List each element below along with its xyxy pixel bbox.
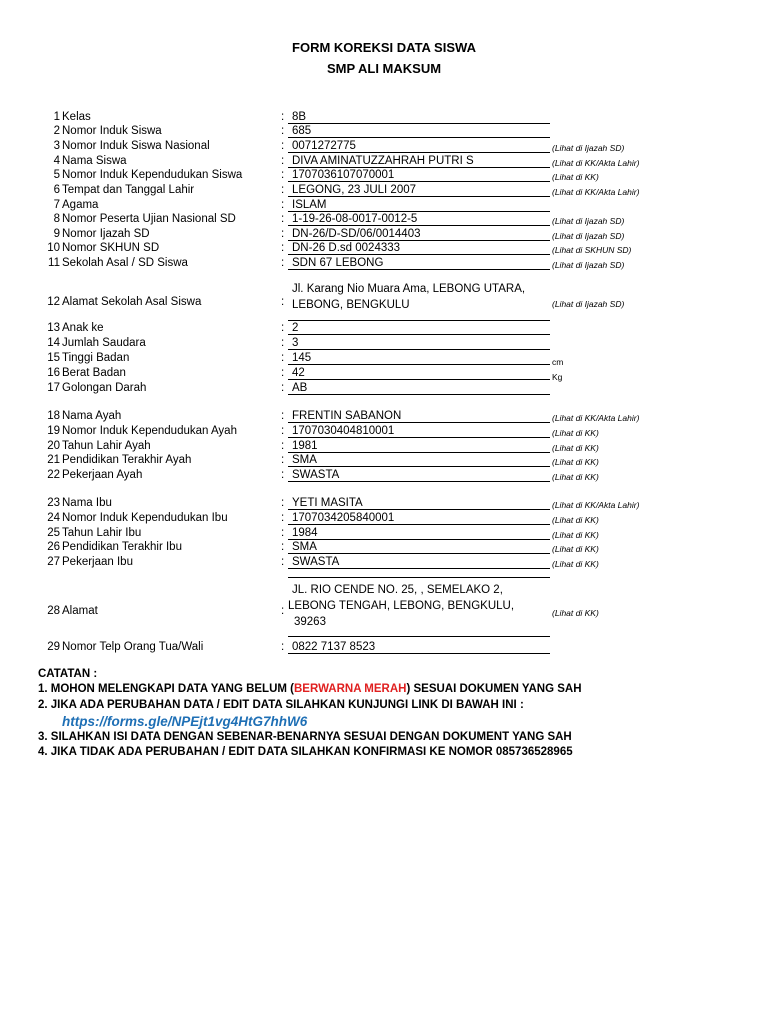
field-label: Nomor Induk Kependudukan Ayah [62, 425, 237, 437]
field-hint: (Lihat di KK) [552, 472, 599, 482]
field-hint: (Lihat di KK) [552, 515, 599, 525]
field-hint: (Lihat di Ijazah SD) [552, 260, 625, 270]
field-row-nomor-induk-siswa-nasional [0, 139, 768, 154]
field-number: 3 [53, 140, 60, 152]
field-label: Jumlah Saudara [62, 337, 146, 349]
field-value[interactable]: 42 [288, 366, 550, 380]
field-value-line: Jl. Karang Nio Muara Ama, LEBONG UTARA, [292, 283, 526, 295]
field-number: 16 [47, 367, 60, 379]
field-value-line: 39263 [294, 616, 326, 628]
field-number: 2 [53, 125, 60, 137]
field-hint: (Lihat di KK/Akta Lahir) [552, 187, 640, 197]
field-number: 21 [47, 454, 60, 466]
field-row-anak-ke [0, 321, 768, 336]
field-row-nama-ibu [0, 496, 768, 511]
field-colon: : [281, 352, 285, 364]
field-row-nama-ayah [0, 409, 768, 424]
field-label: Nomor Induk Siswa Nasional [62, 140, 210, 152]
field-colon: : [281, 425, 285, 437]
field-hint: (Lihat di KK) [552, 457, 599, 467]
field-number: 12 [47, 296, 60, 308]
field-number: 15 [47, 352, 60, 364]
field-value[interactable]: 145 [288, 351, 550, 365]
field-number: 8 [53, 213, 60, 225]
field-number: 25 [47, 527, 60, 539]
field-value[interactable]: SDN 67 LEBONG [288, 256, 550, 270]
field-number: 7 [53, 199, 60, 211]
field-underline [288, 577, 550, 578]
field-value[interactable]: ISLAM [288, 198, 550, 212]
field-label: Nomor Peserta Ujian Nasional SD [62, 213, 236, 225]
note-item-4: 4. JIKA TIDAK ADA PERUBAHAN / EDIT DATA SILAHKAN KONFIRMASI KE NOMOR 085736528965 [38, 746, 573, 758]
field-colon: : [281, 512, 285, 524]
field-label: Berat Badan [62, 367, 126, 379]
field-colon: : [281, 541, 285, 553]
field-label: Nomor Induk Kependudukan Ibu [62, 512, 228, 524]
field-value[interactable]: SWASTA [288, 555, 550, 569]
note-item-2: 2. JIKA ADA PERUBAHAN DATA / EDIT DATA SILAHKAN KUNJUNGI LINK DI BAWAH INI : [38, 699, 524, 711]
field-value[interactable]: AB [288, 381, 550, 395]
field-value[interactable]: 1984 [288, 526, 550, 540]
field-number: 14 [47, 337, 60, 349]
field-colon: : [281, 257, 285, 269]
field-label: Alamat Sekolah Asal Siswa [62, 296, 202, 308]
field-colon: : [281, 556, 285, 568]
field-value[interactable]: 1-19-26-08-0017-0012-5 [288, 212, 550, 226]
field-label: Tempat dan Tanggal Lahir [62, 184, 195, 196]
field-row-jumlah-saudara [0, 336, 768, 351]
field-number: 5 [53, 169, 60, 181]
field-value[interactable]: 685 [288, 124, 550, 138]
field-colon: : [281, 367, 285, 379]
field-number: 13 [47, 322, 60, 334]
field-label: Nama Siswa [62, 155, 127, 167]
field-label: Alamat [62, 605, 98, 617]
field-row-pendidikan-terakhir-ayah [0, 453, 768, 468]
field-label: Nomor Induk Kependudukan Siswa [62, 169, 243, 181]
field-number: 29 [47, 641, 60, 653]
red-highlight-text: BERWARNA MERAH [294, 683, 407, 695]
field-number: 28 [47, 605, 60, 617]
field-colon: : [281, 155, 285, 167]
field-value[interactable]: DIVA AMINATUZZAHRAH PUTRI S [288, 154, 550, 168]
field-value[interactable]: DN-26/D-SD/06/0014403 [288, 227, 550, 241]
field-number: 4 [53, 155, 60, 167]
field-hint: (Lihat di KK/Akta Lahir) [552, 413, 640, 423]
field-value[interactable]: 1707036107070001 [288, 168, 550, 182]
field-unit: Kg [552, 372, 563, 382]
field-underline [288, 320, 550, 321]
field-row-sekolah-asal-sd-siswa [0, 256, 768, 271]
field-label: Tinggi Badan [62, 352, 130, 364]
field-row-nomor-induk-kependudukan-ayah [0, 424, 768, 439]
field-colon: : [281, 382, 285, 394]
field-label: Pendidikan Terakhir Ayah [62, 454, 192, 466]
field-label: Nomor SKHUN SD [62, 242, 160, 254]
field-hint: (Lihat di KK) [552, 608, 599, 618]
field-row-tahun-lahir-ibu [0, 526, 768, 541]
field-value[interactable]: 1707030404810001 [288, 424, 550, 438]
field-label: Anak ke [62, 322, 104, 334]
field-row-nomor-induk-kependudukan-siswa [0, 168, 768, 183]
field-row-nomor-peserta-ujian-nasional-sd [0, 212, 768, 227]
field-hint: (Lihat di KK) [552, 559, 599, 569]
field-number: 26 [47, 541, 60, 553]
field-hint: (Lihat di KK) [552, 428, 599, 438]
field-value-line: LEBONG, BENGKULU [292, 299, 410, 311]
field-value[interactable]: 1981 [288, 439, 550, 453]
field-row-pekerjaan-ibu [0, 555, 768, 570]
field-colon: : [281, 641, 285, 653]
field-number: 20 [47, 440, 60, 452]
field-colon: : [281, 410, 285, 422]
field-hint: (Lihat di Ijazah SD) [552, 231, 625, 241]
field-row-kelas [0, 110, 768, 125]
field-row-pekerjaan-ayah [0, 468, 768, 483]
field-label: Nomor Ijazah SD [62, 228, 150, 240]
field-label: Golongan Darah [62, 382, 147, 394]
field-row-tinggi-badan [0, 351, 768, 366]
field-value[interactable]: SMA [288, 453, 550, 467]
field-number: 23 [47, 497, 60, 509]
field-colon: : [281, 497, 285, 509]
field-row-nomor-skhun-sd [0, 241, 768, 256]
field-number: 18 [47, 410, 60, 422]
field-colon: : [281, 184, 285, 196]
field-value[interactable]: 1707034205840001 [288, 511, 550, 525]
field-value[interactable]: 3 [288, 336, 550, 350]
field-row-nama-siswa [0, 154, 768, 169]
field-hint: (Lihat di Ijazah SD) [552, 143, 625, 153]
field-colon: : [281, 111, 285, 123]
field-colon: : [281, 527, 285, 539]
field-row-nomor-induk-kependudukan-ibu [0, 511, 768, 526]
field-number: 6 [53, 184, 60, 196]
field-number: 22 [47, 469, 60, 481]
field-colon: : [281, 440, 285, 452]
field-colon: : [281, 199, 285, 211]
field-value[interactable]: DN-26 D.sd 0024333 [288, 241, 550, 255]
field-value[interactable]: 8B [288, 110, 550, 124]
field-row-tahun-lahir-ayah [0, 439, 768, 454]
field-label: Sekolah Asal / SD Siswa [62, 257, 188, 269]
field-value[interactable]: 0071272775 [288, 139, 550, 153]
field-number: 24 [47, 512, 60, 524]
field-row-nomor-ijazah-sd [0, 227, 768, 242]
field-hint: (Lihat di KK) [552, 172, 599, 182]
field-colon: : [281, 169, 285, 181]
field-hint: (Lihat di KK) [552, 544, 599, 554]
field-number: 27 [47, 556, 60, 568]
field-hint: (Lihat di KK) [552, 443, 599, 453]
field-colon: : [281, 213, 285, 225]
note-item-1: 1. MOHON MELENGKAPI DATA YANG BELUM (BERWARNA MERAH) SESUAI DOKUMEN YANG SAH [38, 683, 582, 695]
field-row-alamat [0, 584, 768, 628]
field-label: Nama Ayah [62, 410, 122, 422]
field-value-line: LEBONG TENGAH, LEBONG, BENGKULU, [288, 600, 515, 612]
field-number: 10 [47, 242, 60, 254]
field-row-berat-badan [0, 366, 768, 381]
form-title: FORM KOREKSI DATA SISWA [292, 40, 476, 55]
field-row-tempat-dan-tanggal-lahir [0, 183, 768, 198]
field-row-nomor-telp-orang-tua-wali [0, 640, 768, 655]
field-number: 11 [48, 257, 60, 269]
field-number: 9 [53, 228, 60, 240]
field-label: Pekerjaan Ibu [62, 556, 133, 568]
field-label: Pekerjaan Ayah [62, 469, 143, 481]
field-label: Nomor Telp Orang Tua/Wali [62, 641, 204, 653]
field-colon: : [281, 454, 285, 466]
field-value[interactable]: FRENTIN SABANON [288, 409, 550, 423]
field-label: Tahun Lahir Ibu [62, 527, 142, 539]
field-value[interactable]: SMA [288, 540, 550, 554]
field-value[interactable]: SWASTA [288, 468, 550, 482]
field-label: Nama Ibu [62, 497, 112, 509]
field-hint: (Lihat di KK/Akta Lahir) [552, 500, 640, 510]
field-label: Tahun Lahir Ayah [62, 440, 151, 452]
field-label: Agama [62, 199, 99, 211]
field-colon: : [281, 125, 285, 137]
field-value[interactable]: 0822 7137 8523 [288, 640, 550, 654]
field-unit: cm [552, 357, 564, 367]
field-hint: (Lihat di Ijazah SD) [552, 216, 625, 226]
field-number: 1 [53, 111, 60, 123]
field-row-alamat-sekolah-asal-siswa [0, 283, 768, 311]
field-value[interactable]: LEGONG, 23 JULI 2007 [288, 183, 550, 197]
school-name: SMP ALI MAKSUM [326, 61, 442, 76]
field-colon: : [281, 140, 285, 152]
notes-heading: CATATAN : [38, 668, 98, 680]
field-colon: : [281, 296, 285, 308]
field-colon: : [281, 242, 285, 254]
field-value[interactable]: YETI MASITA [288, 496, 550, 510]
field-hint: (Lihat di KK) [552, 530, 599, 540]
field-label: Nomor Induk Siswa [62, 125, 162, 137]
field-row-pendidikan-terakhir-ibu [0, 540, 768, 555]
field-row-nomor-induk-siswa [0, 124, 768, 139]
field-row-agama [0, 198, 768, 213]
field-value-line: JL. RIO CENDE NO. 25, , SEMELAKO 2, [292, 584, 503, 596]
field-colon: : [281, 322, 285, 334]
field-label: Pendidikan Terakhir Ibu [62, 541, 182, 553]
field-colon: : [281, 337, 285, 349]
field-row-golongan-darah [0, 381, 768, 396]
field-label: Kelas [62, 111, 91, 123]
field-hint: (Lihat di KK/Akta Lahir) [552, 158, 640, 168]
field-number: 17 [47, 382, 60, 394]
field-colon: : [281, 228, 285, 240]
note-item-3: 3. SILAHKAN ISI DATA DENGAN SEBENAR-BENARNYA SESUAI DENGAN DOKUMENT YANG SAH [38, 731, 572, 743]
field-value[interactable]: 2 [288, 321, 550, 335]
field-number: 19 [47, 425, 60, 437]
field-colon: : [281, 469, 285, 481]
field-hint: (Lihat di Ijazah SD) [552, 299, 625, 309]
field-underline [288, 636, 550, 637]
form-link[interactable]: https://forms.gle/NPEjt1vg4HtG7hhW6 [62, 714, 308, 729]
field-hint: (Lihat di SKHUN SD) [552, 245, 632, 255]
field-colon: : [281, 605, 285, 617]
